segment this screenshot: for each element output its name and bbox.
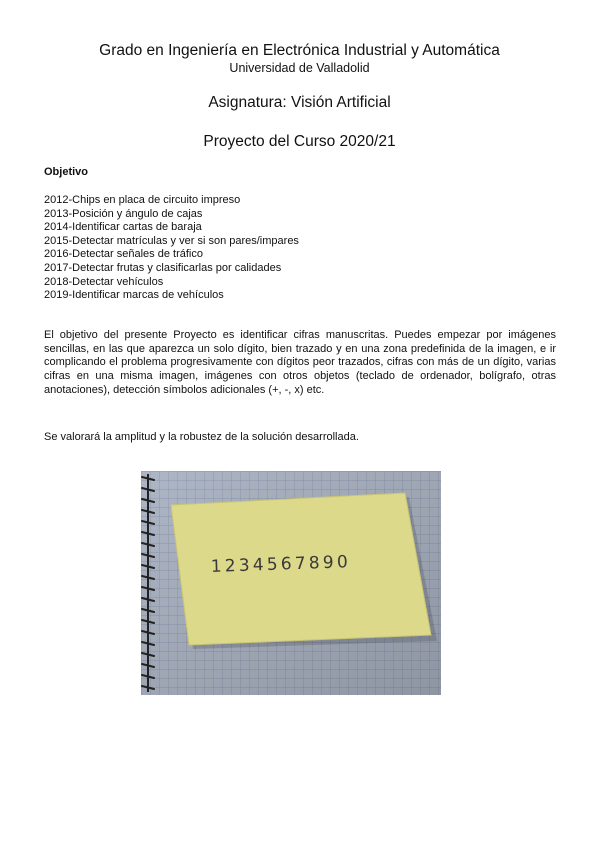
- previous-projects-list: [44, 194, 299, 303]
- objective-description: El objetivo del presente Proyecto es identificar cifras manuscritas. Puedes empezar por imágenes sencillas, en las que aparezca un solo dígito, bien trazado y en una zona predefinida de la imagen, e ir complicando el problema progresivamente con dígitos peor trazados, cifras con más de un dígito, varias cifras en una misma imagen, imágenes con otros objetos (teclado de ordenador, bolígrafo, otras anotaciones), detección símbolos adicionales (+, -, x) etc.: [44, 329, 556, 396]
- degree-title: Grado en Ingeniería en Electrónica Industrial y Automática: [99, 42, 500, 59]
- subject-title: Asignatura: Visión Artificial: [208, 94, 391, 111]
- list-item: 2018-Detectar vehículos: [44, 275, 164, 288]
- list-item: 2012-Chips en placa de circuito impreso: [44, 194, 241, 206]
- list-item: 2014-Identificar cartas de baraja: [44, 221, 202, 234]
- course-title: Proyecto del Curso 2020/21: [203, 133, 396, 150]
- handwritten-digits: 1234567890: [210, 552, 352, 577]
- evaluation-note: Se valorará la amplitud y la robustez de la solución desarrollada.: [44, 431, 359, 443]
- list-item: 2017-Detectar frutas y clasificarlas por calidades: [44, 261, 282, 274]
- list-item: 2016-Detectar señales de tráfico: [44, 248, 203, 261]
- handwritten-digits-photo: [141, 471, 441, 695]
- university-name: Universidad de Valladolid: [229, 61, 370, 75]
- objective-heading: Objetivo: [44, 166, 89, 178]
- list-item: 2013-Posición y ángulo de cajas: [44, 207, 203, 220]
- list-item: 2019-Identificar marcas de vehículos: [44, 289, 224, 302]
- list-item: 2015-Detectar matrículas y ver si son pares/impares: [44, 234, 299, 247]
